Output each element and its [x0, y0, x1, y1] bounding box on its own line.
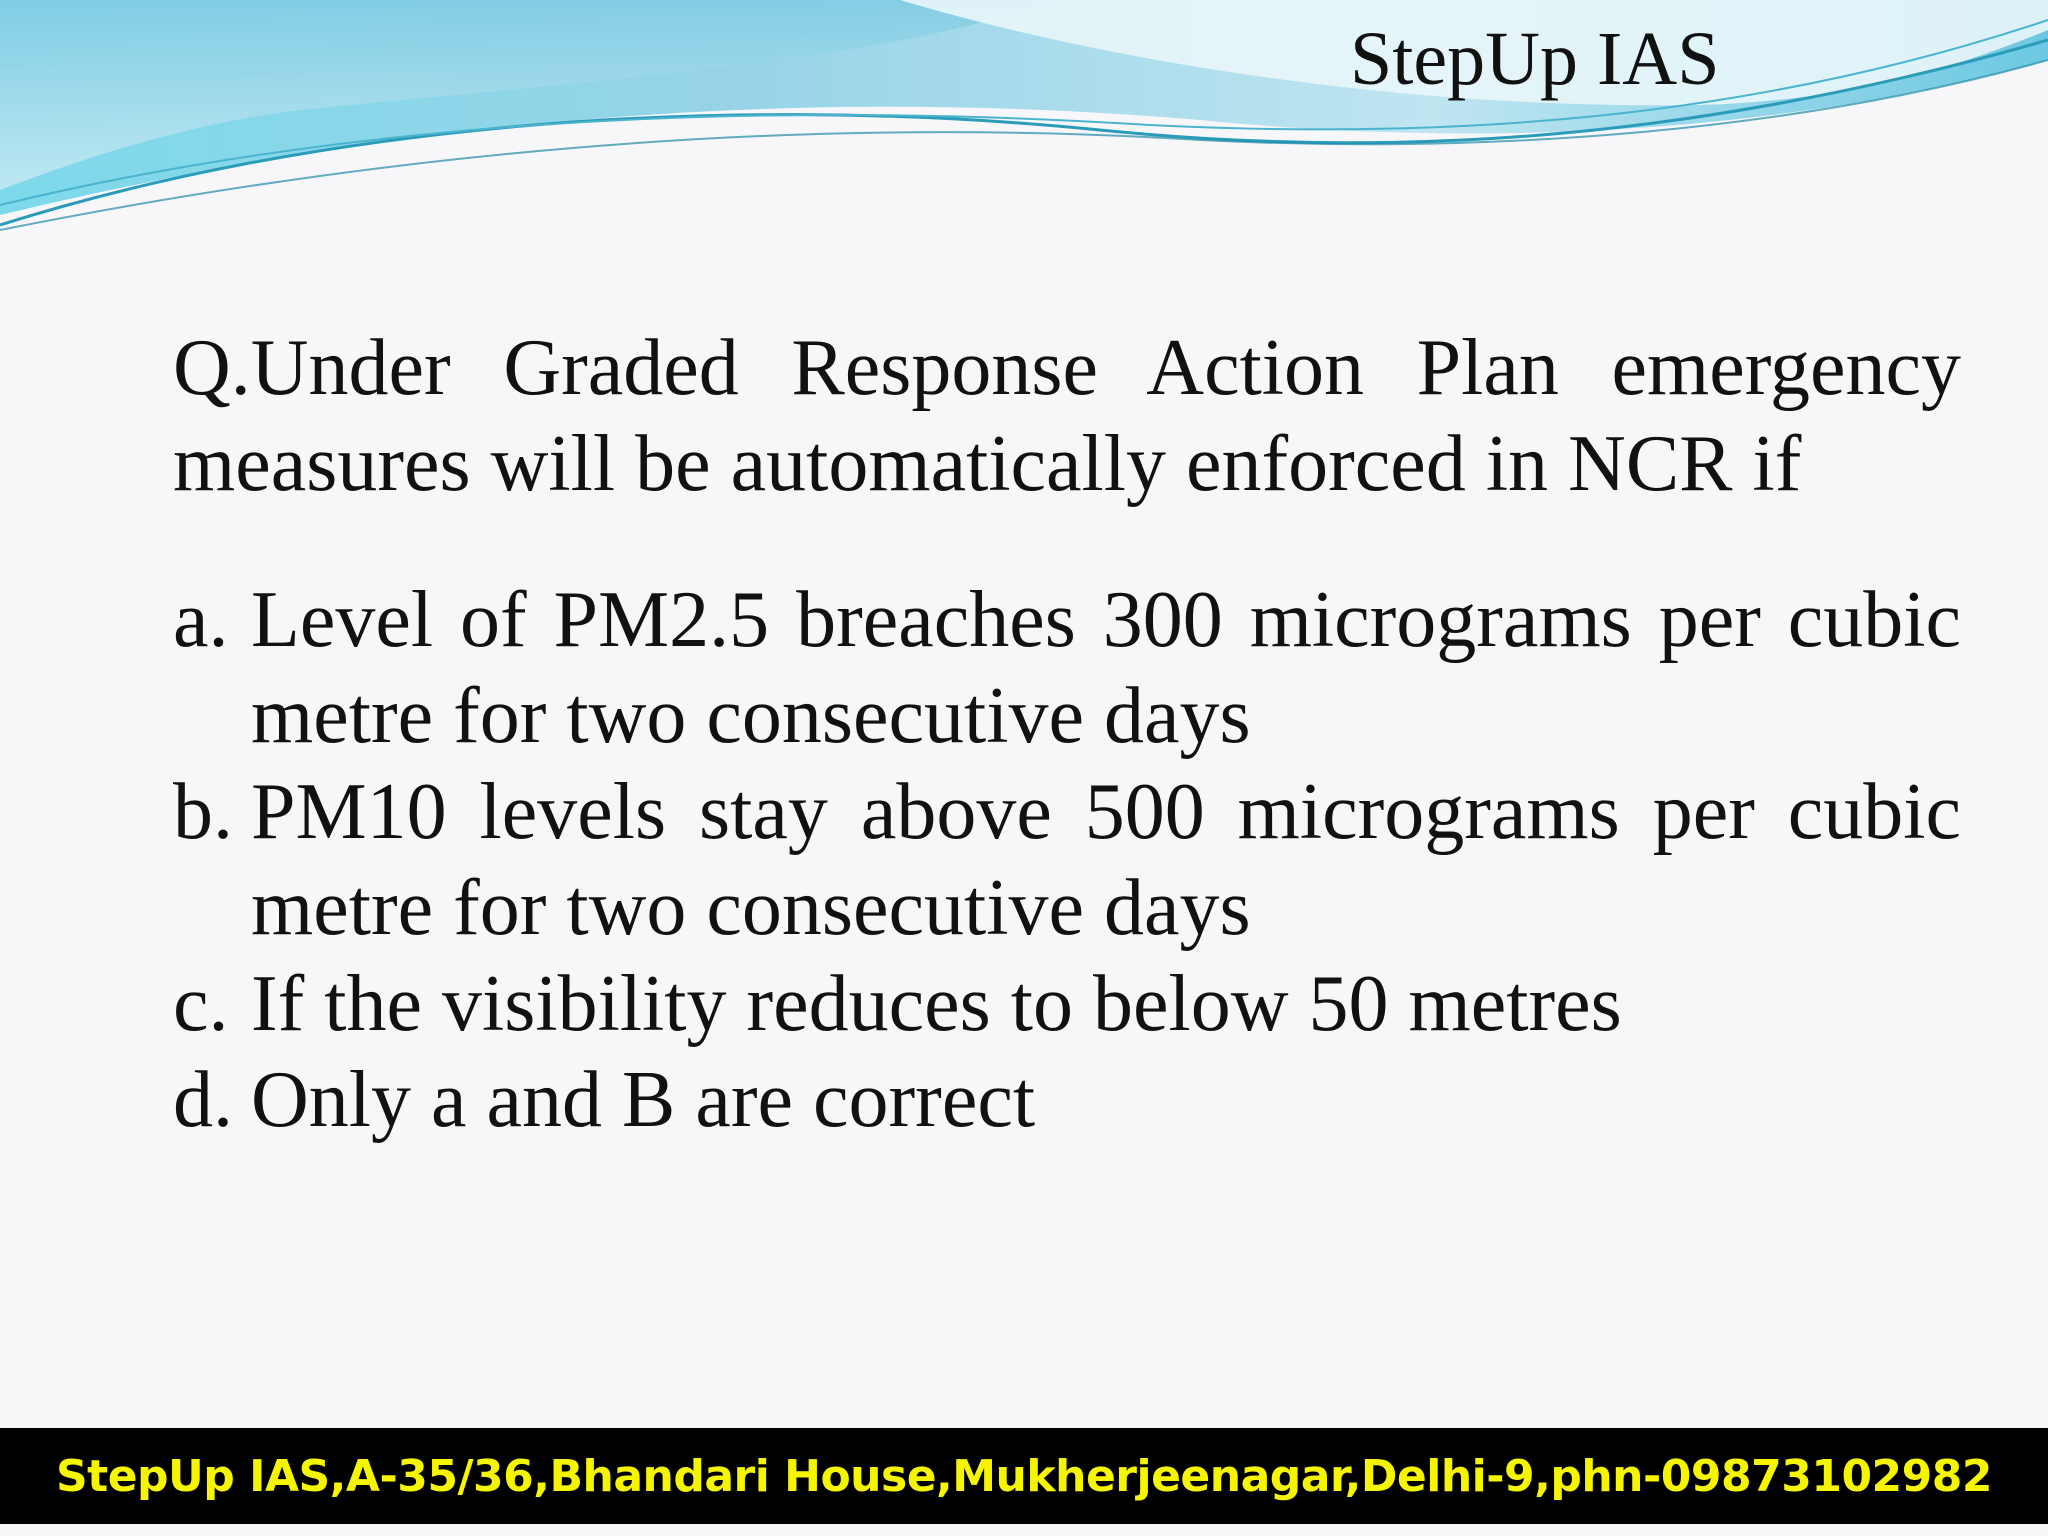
option-text: Only a and B are correct — [251, 1056, 1036, 1144]
option-letter: d. — [173, 1056, 233, 1144]
brand-title: StepUp IAS — [1350, 17, 1720, 101]
option-text: Level of PM2.5 breaches 300 micrograms per cubic metre for two consecutive days — [251, 576, 1961, 760]
footer-address: StepUp IAS,A-35/36,Bhandari House,Mukherjeenagar,Delhi-9,phn-09873102982 — [55, 1450, 1993, 1502]
option-a — [173, 572, 1961, 764]
footer-bar — [0, 1428, 2048, 1524]
option-letter: c. — [173, 960, 229, 1048]
question-content — [173, 320, 1961, 1148]
bottom-strip — [0, 1524, 2048, 1536]
option-letter: a. — [173, 576, 229, 664]
option-text: If the visibility reduces to below 50 metres — [251, 960, 1622, 1048]
option-b — [173, 764, 1961, 956]
option-letter: b. — [173, 768, 233, 856]
question-text: Q.Under Graded Response Action Plan emergency measures will be automatically enforced in NCR if — [173, 324, 1961, 508]
options-list — [173, 572, 1961, 1148]
option-c — [173, 956, 1961, 1052]
header-wave-decoration — [0, 0, 2048, 240]
option-text: PM10 levels stay above 500 micrograms per cubic metre for two consecutive days — [251, 768, 1961, 952]
option-d — [173, 1052, 1961, 1148]
